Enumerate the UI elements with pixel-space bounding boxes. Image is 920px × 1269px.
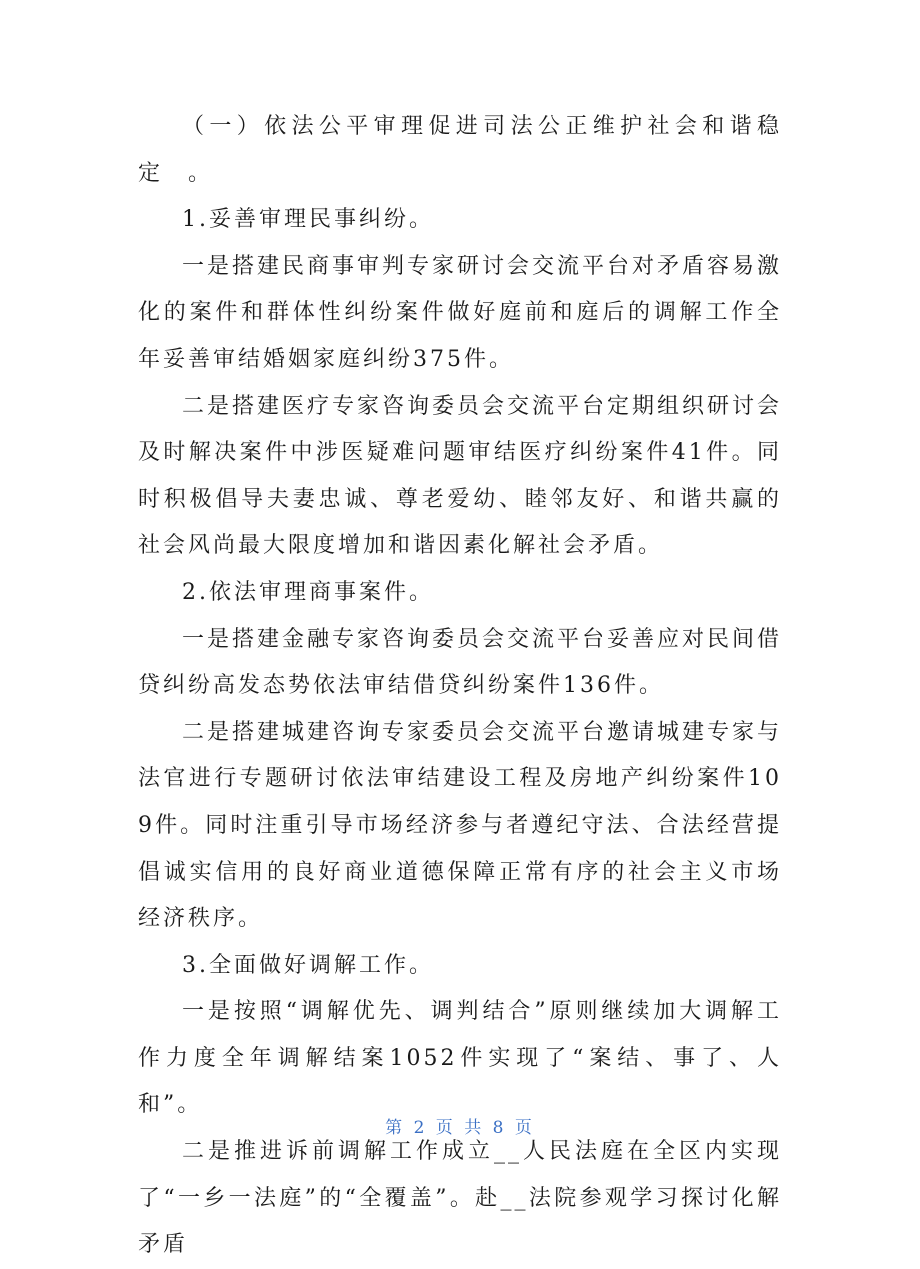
subsection-heading-3: 3.全面做好调解工作。 — [182, 952, 434, 978]
paragraph: 一是搭建民商事审判专家研讨会交流平台对矛盾容易激化的案件和群体性纠纷案件做好庭前和庭后的调解工作全年妥善审结婚姻家庭纠纷375件。 — [138, 253, 783, 372]
page-number-footer: 第 2 页 共 8 页 — [385, 1118, 535, 1138]
subsection-heading-2: 2.依法审理商事案件。 — [182, 579, 434, 605]
paragraph: 一是按照“调解优先、调判结合”原则继续加大调解工作力度全年调解结案1052件实现了“案结、事了、人和”。 — [138, 999, 782, 1118]
paragraph: 二是搭建城建咨询专家委员会交流平台邀请城建专家与法官进行专题研讨依法审结建设工程及房地产纠纷案件109件。同时注重引导市场经济参与者遵纪守法、合法经营提倡诚实信用的良好商业道德保障正常有序的社会主义市场经济秩序。 — [138, 719, 783, 932]
paragraph: 二是搭建医疗专家咨询委员会交流平台定期组织研讨会及时解决案件中涉医疑难问题审结医疗纠纷案件41件。同时积极倡导夫妻忠诚、尊老爱幼、睦邻友好、和谐共赢的社会风尚最大限度增加和谐因素化解社会矛盾。 — [138, 393, 783, 559]
section-heading: （一）依法公平审理促进司法公正维护社会和谐稳定 。 — [138, 114, 782, 186]
paragraph: 一是搭建金融专家咨询委员会交流平台妥善应对民间借贷纠纷高发态势依法审结借贷纠纷案件136件。 — [138, 626, 783, 699]
paragraph: 二是推进诉前调解工作成立__人民法庭在全区内实现了“一乡一法庭”的“全覆盖”。赴__法院参观学习探讨化解矛盾 — [138, 1139, 782, 1258]
subsection-heading-1: 1.妥善审理民事纠纷。 — [182, 207, 434, 233]
document-body — [138, 104, 782, 1269]
